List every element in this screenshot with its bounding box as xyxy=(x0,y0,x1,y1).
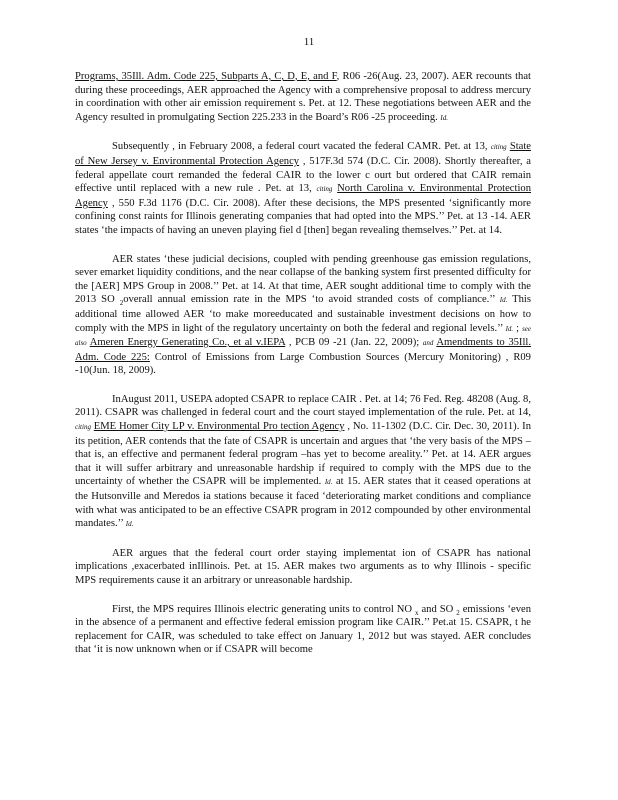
id-citation: Id. xyxy=(324,478,333,487)
paragraph-2-text-c: , 550 F.3d 1176 (D.C. Cir. 2008). After these decisions, the MPS presented ‘significantly more confining const raints for Illinois generating companies that had opted into the MPS.’’ Pet. at 13 -14. AER states ‘the impacts of having an uneven playing fiel d [then] began revealing themselves.’’ Pet. at 14. xyxy=(75,197,531,236)
paragraph-3-text-c: This additional time allowed AER ‘to make moreeducated and sustainable investment decisions on how to comply with the MPS in light of the regulatory uncertainty on both the federal and regional levels.’’ xyxy=(75,294,531,334)
citing-signal: citing xyxy=(316,185,333,194)
subscript: 2 xyxy=(456,608,460,617)
paragraph-4-text-a: InAugust 2011, USEPA adopted CSAPR to replace CAIR . Pet. at 14; 76 Fed. Reg. 48208 (Aug. 8, 2011). CSAPR was challenged in federal court and the court stayed implementation of the rule. Pet. at 14, xyxy=(75,393,531,419)
id-citation: Id. xyxy=(505,324,514,333)
paragraph-5 xyxy=(75,547,531,588)
paragraph-6-text-a: First, the MPS requires Illinois electric generating units to control NO xyxy=(112,603,415,615)
page-number: 11 xyxy=(303,36,315,48)
id-citation: Id. xyxy=(125,520,134,529)
case-ameren: Ameren Energy Generating Co., et al v.IEPA xyxy=(89,337,286,349)
id-citation: Id. xyxy=(499,296,508,305)
paragraph-6-text-b: and SO xyxy=(421,603,457,615)
citing-signal: citing xyxy=(75,423,91,432)
paragraph-3-text-b: overall annual emission rate in the MPS ‘to avoid stranded costs of compliance.’’ xyxy=(123,294,500,306)
document-body xyxy=(75,70,531,672)
id-citation: Id. xyxy=(440,113,449,122)
paragraph-1-text: , R06 -26(Aug. 23, 2007). AER recounts that during these proceedings, AER approached the Agency with a comprehensive proposal to address mercury in coordination with other air emission requirement s. Pet. at 12. These negotiations between AER and the Agency resulted in promulgating Section 225.233 in the Board’s R06 -25 proceeding. xyxy=(75,71,531,123)
separator: ; xyxy=(513,322,523,334)
case-eme-homer: EME Homer City LP v. Environmental Pro tection Agency xyxy=(93,421,345,433)
paragraph-2 xyxy=(75,140,531,237)
paragraph-5-text: AER argues that the federal court order staying implementat ion of CSAPR has national implications ,exacerbated inIllinois. Pet. at 15. AER makes two arguments as to why Illinois - specific MPS requirements cause it an arbitrary or unreasonable hardship. xyxy=(75,547,531,586)
paragraph-3-text-a: AER states ‘these judicial decisions, coupled with pending greenhouse gas emission regulations, sever emarket liquidity conditions, and the near collapse of the banking system first presented difficulty for the [AER] MPS Group in 2008.’’ Pet. at 14. At that time, AER sought additional time to comply with the 2013 SO xyxy=(75,253,531,306)
paragraph-3-text-d: , PCB 09 -21 (Jan. 22, 2009); xyxy=(285,337,423,349)
and-signal: and xyxy=(422,339,434,348)
paragraph-6 xyxy=(75,603,531,657)
citing-signal: citing xyxy=(490,143,507,152)
case-new-jersey: State of New Jersey v. Environmental Protection Agency xyxy=(75,141,532,167)
paragraph-4-text-c: at 15. AER states that it ceased operations at the Hutsonville and Meredos ia stations because it faced ‘deteriorating market conditions and compliance with what was anticipated to be an effective CSAPR program in 2012 compounded by other environmental mandates.’’ xyxy=(75,476,531,530)
paragraph-3-text-e: Control of Emissions from Large Combustion Sources (Mercury Monitoring) , R09 -10(Jun. 18, 2009). xyxy=(75,351,531,377)
paragraph-1 xyxy=(75,70,531,125)
subscript: x xyxy=(415,608,419,617)
citation-amendments: Amendments to 35Ill. Adm. Code 225: xyxy=(75,337,531,363)
citation-programs: Programs, xyxy=(75,71,119,82)
paragraph-3 xyxy=(75,253,531,378)
citation-code: 35Ill. Adm. Code 225, Subparts A, C, D, E, and F xyxy=(118,71,337,82)
subscript: 2 xyxy=(119,299,124,308)
see-also-signal: see also xyxy=(75,324,532,348)
paragraph-2-text-b: , 517F.3d 574 (D.C. Cir. 2008). Shortly thereafter, a federal appellate court remanded the federal CAIR to the lower c ourt but ordered that CAIR remain effective until replaced with a new rule . Pet. at 13, xyxy=(75,155,532,195)
paragraph-6-text-c: emissions ‘even in the absence of a permanent and effective federal emission program like CAIR.’’ Pet.at 15. CSAPR, t he replacement for CAIR, was scheduled to take effect on January 1, 2012 but was stayed. AER concludes that ‘it is now unknown when or if CSAPR will become xyxy=(75,603,531,656)
paragraph-2-text-a: Subsequently , in February 2008, a federal court vacated the federal CAMR. Pet. at 13, xyxy=(112,141,491,153)
paragraph-4-text-b: , No. 11-1302 (D.C. Cir. Dec. 30, 2011). In its petition, AER contends that the fate of CSAPR is uncertain and argues that ‘the very basis of the MPS –that is, an effective and permanent federal program –has yet to become areality.’’ Pet. at 14. AER argues that it will suffer arbitrary and unreasonable hardship if required to comply with the MPS due to the uncertainty of whether the CSAPR will be implemented. xyxy=(75,421,531,488)
paragraph-4 xyxy=(75,393,531,532)
case-north-carolina: North Carolina v. Environmental Protection Agency xyxy=(75,183,531,209)
